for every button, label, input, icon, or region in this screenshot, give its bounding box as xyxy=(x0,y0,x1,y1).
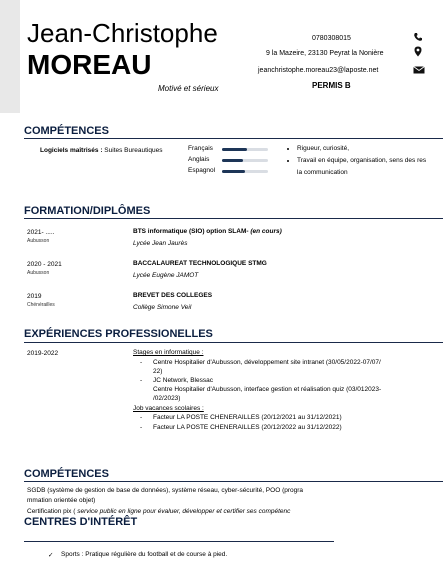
quality-item: Travail en équipe, organisation, sens des res xyxy=(297,157,427,164)
driving-license: PERMIS B xyxy=(312,81,351,90)
education-divider xyxy=(24,218,443,219)
language-level-track xyxy=(222,170,268,173)
education-title: BREVET DES COLLEGES xyxy=(133,292,213,299)
language-level-fill xyxy=(222,170,245,173)
education-school: Collège Simone Veil xyxy=(133,304,192,311)
job-line: Facteur LA POSTE CHENERAILLES (20/12/2021 au 31/12/2021) xyxy=(153,414,342,421)
internship-line: Centre Hospitalier d'Aubusson, interface gestion et réalisation quiz (03/012023- xyxy=(153,386,382,393)
dash-bullet: - xyxy=(140,424,143,431)
interest-item: Sports : Pratique régulière du football et de course à pied. xyxy=(61,551,228,558)
skills2-divider xyxy=(24,481,443,482)
certification-prefix: Certification pix ( xyxy=(27,508,78,515)
language-name: Anglais xyxy=(188,156,210,163)
last-name: MOREAU xyxy=(27,49,152,80)
language-level-track xyxy=(222,148,268,151)
interests-divider xyxy=(24,541,334,542)
quality-item: la communication xyxy=(297,169,348,176)
language-name: Français xyxy=(188,145,213,152)
skills2-section-title: COMPÉTENCES xyxy=(24,468,109,480)
language-name: Espagnol xyxy=(188,167,216,174)
experience-date: 2019-2022 xyxy=(27,350,59,357)
checkmark-icon: ✓ xyxy=(48,552,54,559)
software-label: Logiciels maîtrisés : xyxy=(40,147,103,154)
quality-item: Rigueur, curiosité, xyxy=(297,145,350,152)
email-icon xyxy=(413,66,425,74)
education-date: 2021- ..... xyxy=(27,229,55,236)
language-level-fill xyxy=(222,159,243,162)
phone-number: 0780308015 xyxy=(312,35,351,42)
skills2-line: mmation orientée objet) xyxy=(27,497,96,504)
education-title: BACCALAUREAT TECHNOLOGIQUE STMG xyxy=(133,260,267,267)
bullet-icon xyxy=(287,160,289,162)
experience-divider xyxy=(24,342,443,343)
dash-bullet: - xyxy=(140,377,143,384)
internship-line: 22) xyxy=(153,368,163,375)
dash-bullet: - xyxy=(140,359,143,366)
experience-section-title: EXPÉRIENCES PROFESSIONELLES xyxy=(24,328,213,340)
phone-icon xyxy=(413,32,423,42)
internships-label: Stages en informatique : xyxy=(133,349,204,356)
internship-line: Centre Hospitalier d'Aubusson, développement site intranet (30/05/2022-07/07/ xyxy=(153,359,381,366)
header-accent-bar xyxy=(0,0,20,113)
language-level-fill xyxy=(222,148,247,151)
education-place: Chénérailles xyxy=(27,302,55,308)
bullet-icon xyxy=(287,148,289,150)
internship-line: JC Network, Blessac xyxy=(153,377,213,384)
software-value: Suites Bureautiques xyxy=(102,147,163,154)
education-date: 2020 - 2021 xyxy=(27,261,62,268)
email: jeanchristophe.moreau23@laposte.net xyxy=(258,67,379,74)
first-name: Jean-Christophe xyxy=(27,18,218,48)
education-title-suffix: (en cours) xyxy=(248,228,282,235)
education-title-text: BTS informatique (SIO) option SLAM- xyxy=(133,228,249,235)
internship-line: /02/2023) xyxy=(153,395,181,402)
skills-divider xyxy=(24,138,443,139)
skills2-line: SGDB (système de gestion de base de données), système réseau, cyber-sécurité, POO (progra xyxy=(27,487,304,494)
language-level-track xyxy=(222,159,268,162)
education-title xyxy=(133,228,282,235)
tagline: Motivé et sérieux xyxy=(158,84,219,93)
address: 9 la Mazeire, 23130 Peyrat la Nonière xyxy=(266,50,384,57)
education-school: Lycée Jean Jaurès xyxy=(133,240,188,247)
certification-line xyxy=(27,508,290,515)
jobs-label: Job vacances scolaires : xyxy=(133,405,204,412)
education-date: 2019 xyxy=(27,293,42,300)
job-line: Facteur LA POSTE CHENERAILLES (20/12/2022 au 31/12/2022) xyxy=(153,424,342,431)
dash-bullet: - xyxy=(140,414,143,421)
education-place: Aubusson xyxy=(27,270,50,276)
location-pin-icon xyxy=(414,46,422,57)
certification-detail: service public en ligne pour évaluer, développer et certifier ses compétenc xyxy=(77,508,291,515)
education-school: Lycée Eugène JAMOT xyxy=(133,272,199,279)
skills-section-title: COMPÉTENCES xyxy=(24,125,109,137)
software-skills xyxy=(40,147,162,154)
education-place: Aubusson xyxy=(27,238,50,244)
interests-section-title: CENTRES D'INTÉRÊT xyxy=(24,516,138,528)
education-section-title: FORMATION/DIPLÔMES xyxy=(24,205,151,217)
